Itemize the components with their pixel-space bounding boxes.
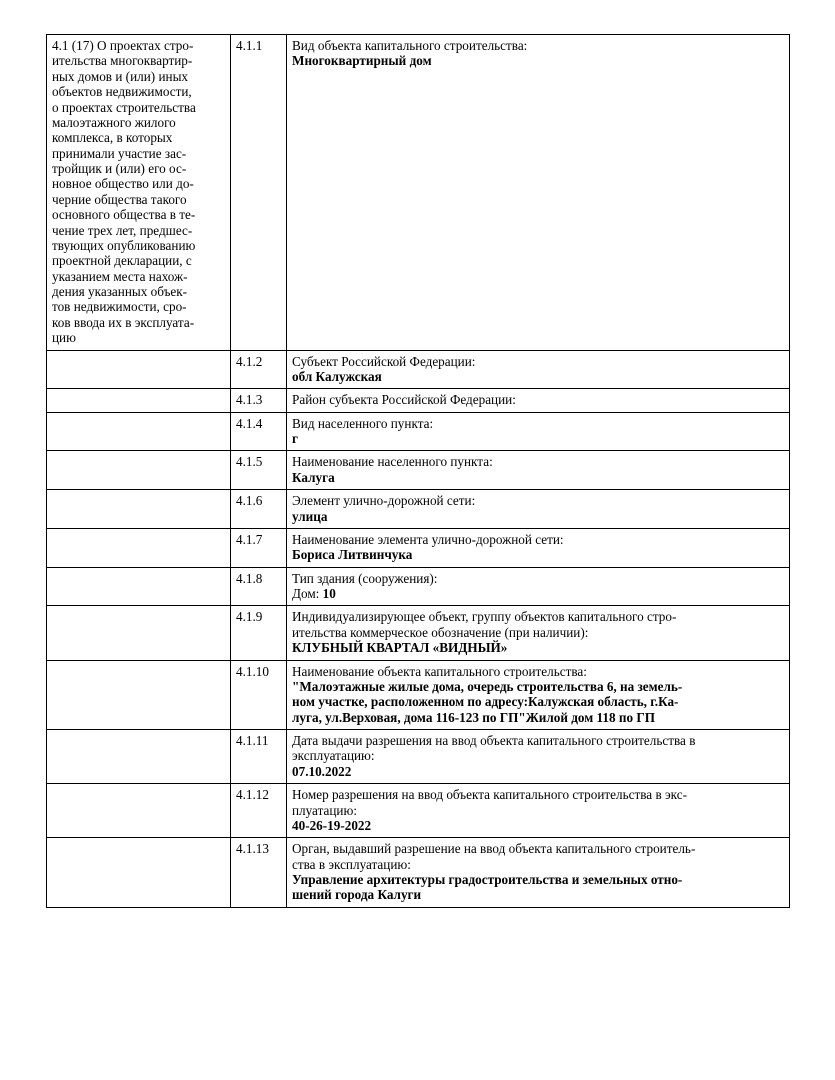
desc-line: чение трех лет, предшес- <box>52 222 193 238</box>
row-content-4-1-12 <box>287 784 790 838</box>
row-code-4-1-1: 4.1.1 <box>231 35 287 351</box>
row-code-4-1-5: 4.1.5 <box>231 451 287 490</box>
field-label: Наименование населенного пункта: <box>292 454 493 470</box>
field-label-line: ительства коммерческое обозначение (при наличии): <box>292 624 589 640</box>
empty-cell <box>47 451 231 490</box>
section-description-cell <box>47 35 231 351</box>
field-label-line: Дата выдачи разрешения на ввод объекта капитального строительства в <box>292 733 696 748</box>
field-label: Вид населенного пункта: <box>292 415 434 431</box>
table-row <box>47 730 790 784</box>
desc-line: 4.1 (17) О проектах стро- <box>52 38 194 53</box>
table-row <box>47 490 790 529</box>
row-code-4-1-9: 4.1.9 <box>231 606 287 660</box>
field-value-line: луга, ул.Верховая, дома 116-123 по ГП"Жилой дом 118 по ГП <box>292 709 655 725</box>
empty-cell <box>47 784 231 838</box>
field-label: Район субъекта Российской Федерации: <box>292 392 516 408</box>
table-row <box>47 451 790 490</box>
field-label: Субъект Российской Федерации: <box>292 353 476 369</box>
desc-line: дения указанных объек- <box>52 284 188 299</box>
desc-line: о проектах строительства <box>52 99 196 115</box>
row-code-4-1-7: 4.1.7 <box>231 528 287 567</box>
table-row <box>47 660 790 730</box>
row-code-4-1-10: 4.1.10 <box>231 660 287 730</box>
desc-line: цию <box>52 330 76 346</box>
field-label-line: Орган, выдавший разрешение на ввод объекта капитального строитель- <box>292 841 696 857</box>
desc-line: указанием места нахож- <box>52 268 188 284</box>
row-code-4-1-2: 4.1.2 <box>231 350 287 389</box>
field-label: Тип здания (сооружения): <box>292 570 438 586</box>
table-row <box>47 350 790 389</box>
table-row <box>47 35 790 351</box>
field-value: Многоквартирный дом <box>292 53 432 69</box>
row-code-4-1-12: 4.1.12 <box>231 784 287 838</box>
desc-line: ных домов и (или) иных <box>52 68 189 84</box>
row-code-4-1-3: 4.1.3 <box>231 389 287 412</box>
field-value: обл Калужская <box>292 368 382 384</box>
empty-cell <box>47 490 231 529</box>
field-value: 10 <box>322 586 336 601</box>
field-value-line: "Малоэтажные жилые дома, очередь строительства 6, на земель- <box>292 678 683 694</box>
row-content-4-1-3 <box>287 389 790 412</box>
table-row <box>47 389 790 412</box>
row-content-4-1-5 <box>287 451 790 490</box>
empty-cell <box>47 838 231 908</box>
table-row <box>47 606 790 660</box>
field-label-line: эксплуатацию: <box>292 748 375 764</box>
field-label-line: плуатацию: <box>292 802 357 818</box>
field-value: г <box>292 431 298 446</box>
field-value: 40-26-19-2022 <box>292 817 372 833</box>
row-code-4-1-4: 4.1.4 <box>231 412 287 451</box>
table-row <box>47 784 790 838</box>
desc-line: новное общество или до- <box>52 176 194 192</box>
row-content-4-1-2 <box>287 350 790 389</box>
table-row <box>47 412 790 451</box>
row-code-4-1-13: 4.1.13 <box>231 838 287 908</box>
field-value: Бориса Литвинчука <box>292 547 413 563</box>
empty-cell <box>47 412 231 451</box>
field-value-line: Управление архитектуры градостроительства и земельных отно- <box>292 872 683 887</box>
desc-line: тройщик и (или) его ос- <box>52 161 187 176</box>
field-value-prefix: Дом: <box>292 586 323 601</box>
row-code-4-1-11: 4.1.11 <box>231 730 287 784</box>
field-label-line: ства в эксплуатацию: <box>292 856 411 872</box>
desc-line: ительства многоквартир- <box>52 53 193 69</box>
row-content-4-1-10 <box>287 660 790 730</box>
empty-cell <box>47 350 231 389</box>
desc-line: принимали участие зас- <box>52 145 187 161</box>
row-content-4-1-1 <box>287 35 790 351</box>
row-code-4-1-6: 4.1.6 <box>231 490 287 529</box>
desc-line: комплекса, в которых <box>52 130 173 146</box>
row-content-4-1-4 <box>287 412 790 451</box>
project-declaration-table <box>46 34 790 908</box>
empty-cell <box>47 730 231 784</box>
row-content-4-1-9 <box>287 606 790 660</box>
desc-line: проектной декларации, с <box>52 253 192 269</box>
field-label: Вид объекта капитального строительства: <box>292 38 528 53</box>
field-label: Наименование объекта капитального строительства: <box>292 663 587 679</box>
desc-line: объектов недвижимости, <box>52 84 192 100</box>
empty-cell <box>47 567 231 606</box>
desc-line: основного общества в те- <box>52 207 196 223</box>
field-label: Элемент улично-дорожной сети: <box>292 493 476 509</box>
field-value-line: ном участке, расположенном по адресу:Калужская область, г.Ка- <box>292 694 679 710</box>
field-label-line: Индивидуализирующее объект, группу объектов капитального стро- <box>292 609 677 625</box>
field-value: 07.10.2022 <box>292 763 352 779</box>
desc-line: малоэтажного жилого <box>52 114 176 130</box>
table-row <box>47 528 790 567</box>
desc-line: ков ввода их в эксплуата- <box>52 314 195 330</box>
row-content-4-1-13 <box>287 838 790 908</box>
row-code-4-1-8: 4.1.8 <box>231 567 287 606</box>
row-content-4-1-8 <box>287 567 790 606</box>
field-value: Калуга <box>292 469 335 485</box>
table-row <box>47 567 790 606</box>
desc-line: твующих опубликованию <box>52 237 196 253</box>
field-label-line: Номер разрешения на ввод объекта капитального строительства в экс- <box>292 787 687 803</box>
row-content-4-1-6 <box>287 490 790 529</box>
row-content-4-1-7 <box>287 528 790 567</box>
field-value-line <box>292 586 784 601</box>
field-value: КЛУБНЫЙ КВАРТАЛ «ВИДНЫЙ» <box>292 640 508 656</box>
field-value: улица <box>292 508 328 524</box>
row-content-4-1-11 <box>287 730 790 784</box>
empty-cell <box>47 528 231 567</box>
desc-line: тов недвижимости, сро- <box>52 299 187 315</box>
field-value-line: шений города Калуги <box>292 887 422 903</box>
field-label: Наименование элемента улично-дорожной сети: <box>292 531 564 547</box>
empty-cell <box>47 660 231 730</box>
desc-line: черние общества такого <box>52 191 187 207</box>
empty-cell <box>47 606 231 660</box>
table-row <box>47 838 790 908</box>
empty-cell <box>47 389 231 412</box>
